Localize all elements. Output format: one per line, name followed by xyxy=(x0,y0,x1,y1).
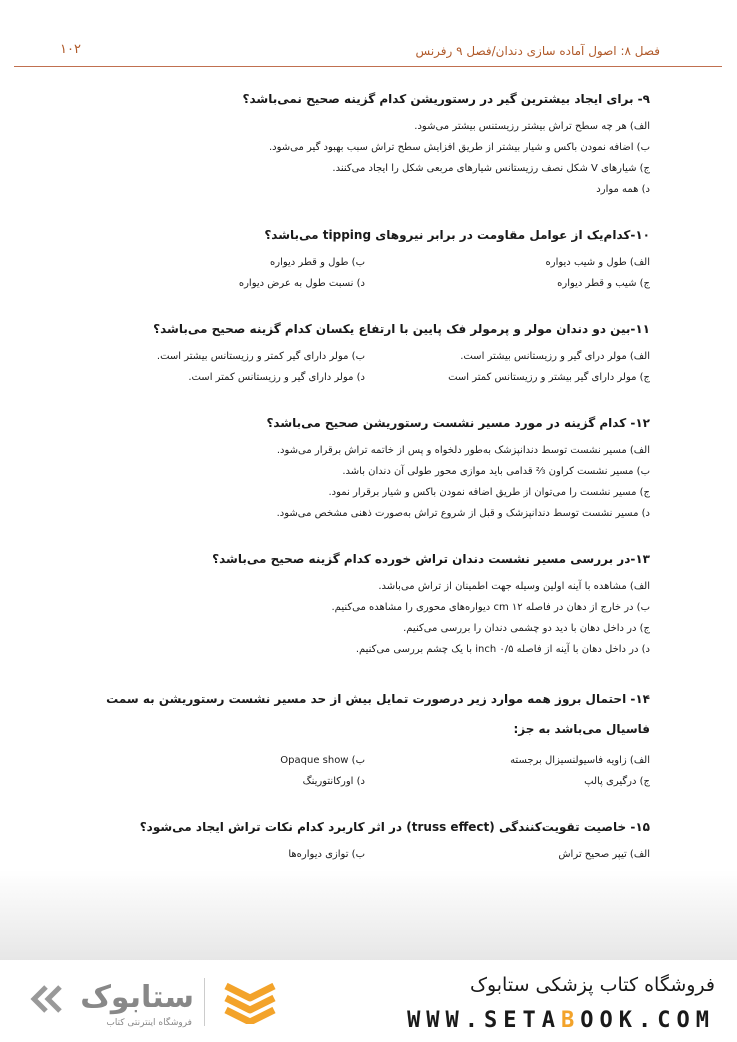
option-d: د) همه موارد xyxy=(596,184,650,195)
question-title: ۱۰-کدام‌یک از عوامل مقاومت در برابر نیروهای tipping می‌باشد؟ xyxy=(264,228,650,242)
option-c: ج) شیب و قطر دیواره xyxy=(557,278,650,289)
option-b: ب) مسیر نشست کراون ⅔ قدامی باید موازی محور طولی آن دندان باشد. xyxy=(342,466,650,477)
question-title: ۱۵- خاصیت تقویت‌کنندگی (truss effect) در اثر کاربرد کدام نکات تراش ایجاد می‌شود؟ xyxy=(139,820,650,834)
store-logo xyxy=(30,978,200,1026)
option-a: الف) طول و شیب دیواره xyxy=(545,257,650,268)
footer-divider xyxy=(204,978,205,1026)
option-b: ب) مولر دارای گیر کمتر و رزیستانس بیشتر است. xyxy=(156,351,365,362)
option-a: الف) تیپر صحیح تراش xyxy=(558,849,650,860)
option-b: ب) طول و قطر دیواره xyxy=(270,257,365,268)
option-c: ج) مسیر نشست را می‌توان از طریق اضافه نمودن باکس و شیار برقرار نمود. xyxy=(328,487,650,498)
question-14 xyxy=(80,684,650,792)
option-c: ج) مولر دارای گیر بیشتر و رزیستانس کمتر است xyxy=(448,372,650,383)
book-stack-icon xyxy=(220,978,280,1024)
question-13 xyxy=(80,548,650,660)
question-title: ۱۳-در بررسی مسیر نشست دندان تراش خورده کدام گزینه صحیح می‌باشد؟ xyxy=(212,552,650,566)
question-12 xyxy=(80,412,650,524)
chapter-title: فصل ۸: اصول آماده سازی دندان/فصل ۹ رفرنس xyxy=(415,44,660,58)
option-a: الف) مشاهده با آینه اولین وسیله جهت اطمینان از تراش می‌باشد. xyxy=(378,581,650,592)
question-11 xyxy=(80,318,650,388)
option-b: ب) Opaque show xyxy=(280,755,365,766)
question-title: ۱۲- کدام گزینه در مورد مسیر نشست رستوریشن صحیح می‌باشد؟ xyxy=(266,416,650,430)
store-footer xyxy=(0,960,737,1042)
option-a: الف) زاویه فاسیولنسیزال برجسته xyxy=(510,755,650,766)
option-d: د) مسیر نشست توسط دندانپزشک و قبل از شروع تراش به‌صورت ذهنی مشخص می‌شود. xyxy=(276,508,650,519)
option-a: الف) مسیر نشست توسط دندانپزشک به‌طور دلخواه و پس از خاتمه تراش برقرار می‌شود. xyxy=(276,445,650,456)
option-d: د) در داخل دهان با آینه از فاصله inch ۰/۵ با یک چشم بررسی می‌کنیم. xyxy=(355,644,650,655)
option-b: ب) اضافه نمودن باکس و شیار بیشتر از طریق افزایش سطح تراش سبب بهبود گیر می‌شود. xyxy=(268,142,650,153)
option-c: ج) در داخل دهان با دید دو چشمی دندان را بررسی می‌کنیم. xyxy=(403,623,650,634)
option-a: الف) مولر درای گیر و رزیستانس بیشتر است. xyxy=(460,351,650,362)
option-a: الف) هر چه سطح تراش بیشتر رزیستنس بیشتر می‌شود. xyxy=(414,121,650,132)
option-b: ب) توازی دیواره‌ها xyxy=(288,849,365,860)
option-c: ج) شیارهای V شکل نصف رزیستانس شیارهای مربعی شکل را ایجاد می‌کنند. xyxy=(332,163,650,174)
header-divider xyxy=(14,66,722,67)
options-grid xyxy=(80,252,650,294)
question-title: ۹- برای ایجاد بیشترین گیر در رستوریشن کدام گزینه صحیح نمی‌باشد؟ xyxy=(242,92,650,106)
store-name: فروشگاه کتاب پزشکی ستابوک xyxy=(469,974,715,996)
url-part-1: WWW.SETA xyxy=(407,1008,562,1033)
url-part-2: OOK.COM xyxy=(580,1008,715,1033)
option-c: ج) درگیری پالپ xyxy=(584,776,650,787)
page-shadow xyxy=(0,870,737,962)
question-10 xyxy=(80,224,650,294)
logo-tagline: فروشگاه اینترنتی کتاب xyxy=(106,1018,192,1028)
question-title: ۱۴- احتمال بروز همه موارد زیر درصورت تمایل بیش از حد مسیر نشست رستوریشن به سمت فاسیال می‌باشد به جز: xyxy=(106,692,650,736)
question-title: ۱۱-بین دو دندان مولر و پرمولر فک پایین با ارتفاع یکسان کدام گزینه صحیح می‌باشد؟ xyxy=(153,322,650,336)
page-header xyxy=(60,40,660,66)
option-d: د) اورکانتورینگ xyxy=(302,776,365,787)
options-grid xyxy=(80,750,650,792)
question-list xyxy=(80,88,650,910)
logo-wordmark: ستابوک xyxy=(80,980,194,1015)
page-number: ۱۰۲ xyxy=(60,42,81,57)
option-d: د) نسبت طول به عرض دیواره xyxy=(238,278,365,289)
url-accent-letter: B xyxy=(561,1008,581,1033)
store-url[interactable] xyxy=(407,1008,715,1033)
question-9 xyxy=(80,88,650,200)
chevron-left-icon xyxy=(30,984,64,1014)
option-d: د) مولر دارای گیر و رزیستانس کمتر است. xyxy=(188,372,365,383)
options-grid xyxy=(80,346,650,388)
option-b: ب) در خارج از دهان در فاصله ۱۲ cm دیواره‌های محوری را مشاهده می‌کنیم. xyxy=(331,602,650,613)
